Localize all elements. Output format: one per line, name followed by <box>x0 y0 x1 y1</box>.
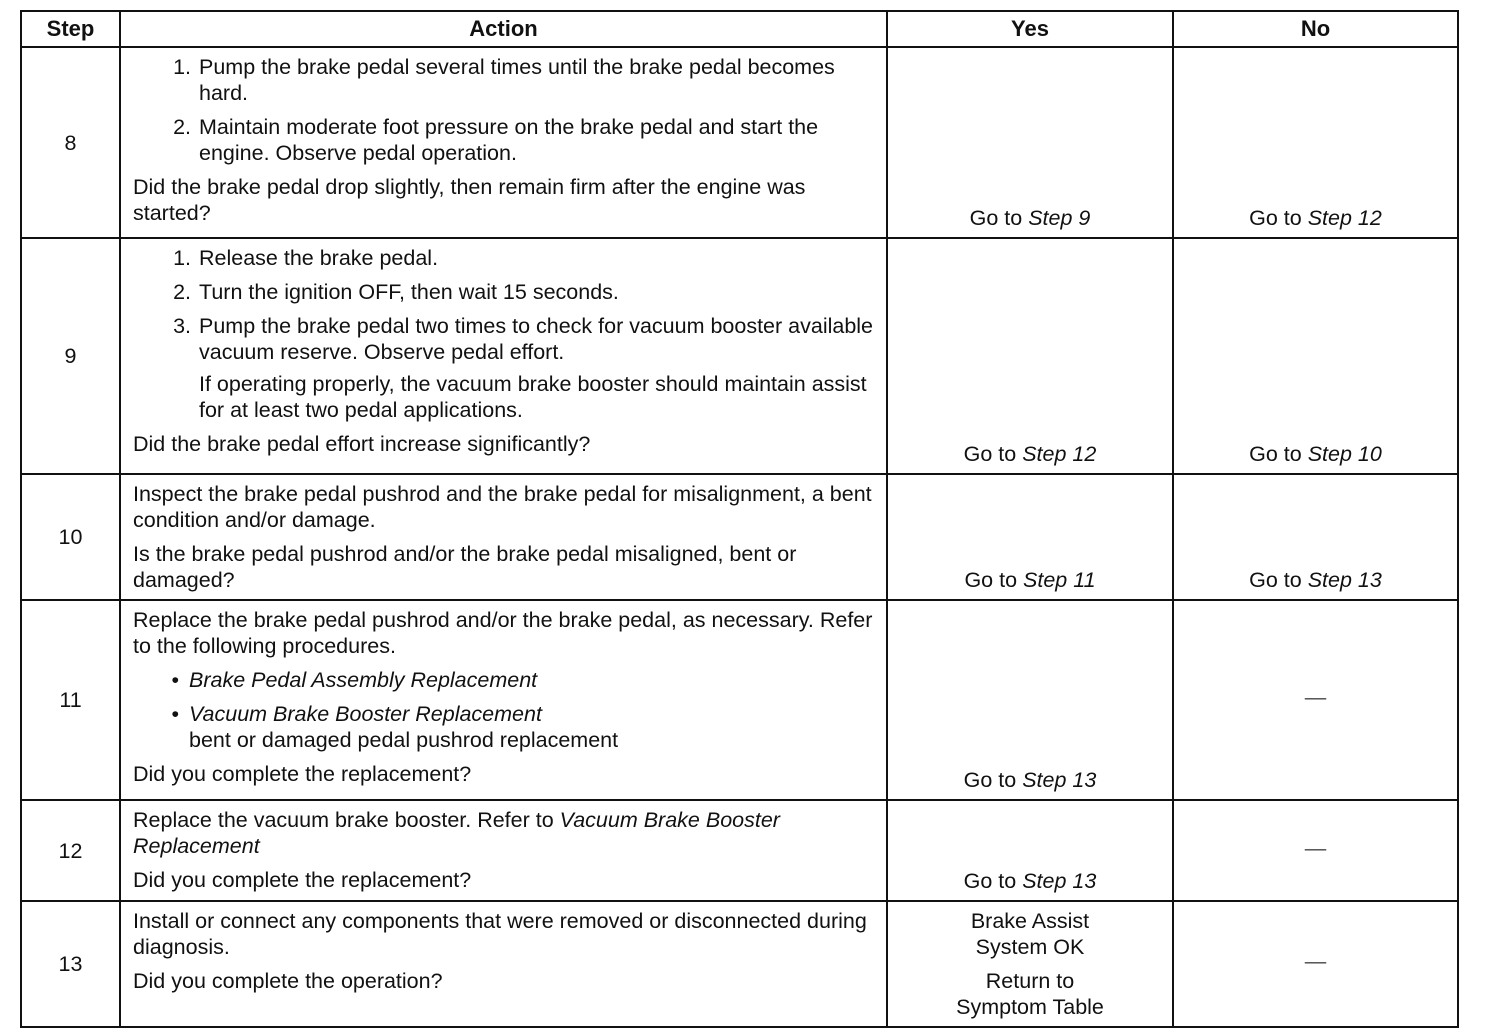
yes-prefix: Go to <box>963 442 1017 466</box>
action-text <box>133 807 876 859</box>
action-prefix: Replace the vacuum brake booster. Refer to <box>133 808 554 832</box>
list-text: Release the brake pedal. <box>199 246 439 270</box>
question-text: Is the brake pedal pushrod and/or the brake pedal misaligned, bent or damaged? <box>133 542 797 592</box>
list-text: Maintain moderate foot pressure on the brake pedal and start the engine. Observe pedal operation. <box>199 115 819 165</box>
yes-cell <box>887 474 1173 600</box>
question-text: Did the brake pedal effort increase significantly? <box>133 432 591 456</box>
step-number: 13 <box>21 901 120 1027</box>
procedure-subtext: bent or damaged pedal pushrod replacement <box>189 728 619 752</box>
list-item <box>133 701 876 727</box>
list-text: Pump the brake pedal several times until the brake pedal becomes hard. <box>199 55 835 105</box>
question-text: Did you complete the operation? <box>133 969 443 993</box>
action-text: Inspect the brake pedal pushrod and the brake pedal for misalignment, a bent condition and/or damage. <box>133 482 872 532</box>
no-step-link[interactable]: Step 10 <box>1307 442 1382 466</box>
list-text: Turn the ignition OFF, then wait 15 seconds. <box>199 280 619 304</box>
list-item <box>133 667 876 693</box>
no-dash: — <box>1304 949 1327 973</box>
action-cell <box>120 238 887 474</box>
bullet-icon: • <box>171 668 179 692</box>
step-number: 10 <box>21 474 120 600</box>
action-cell <box>120 901 887 1027</box>
list-number: 1. <box>173 246 191 270</box>
no-cell <box>1173 800 1458 901</box>
no-prefix: Go to <box>1249 206 1302 230</box>
no-prefix: Go to <box>1249 568 1302 592</box>
yes-step-link[interactable]: Step 13 <box>1022 768 1097 792</box>
no-step-link[interactable]: Step 13 <box>1307 568 1382 592</box>
header-step: Step <box>21 11 120 47</box>
header-yes: Yes <box>887 11 1173 47</box>
list-item <box>133 245 876 271</box>
yes-cell <box>887 238 1173 474</box>
procedure-link[interactable]: Vacuum Brake Booster Replacement <box>189 702 542 726</box>
no-dash: — <box>1304 835 1327 860</box>
list-number: 1. <box>173 55 191 79</box>
table-row-step-8 <box>21 47 1458 238</box>
note-text: If operating properly, the vacuum brake booster should maintain assist for at least two pedal applications. <box>199 372 867 422</box>
yes-result-2[interactable]: Return to Symptom Table <box>956 969 1104 1019</box>
yes-prefix: Go to <box>963 869 1017 893</box>
step-number: 11 <box>21 600 120 800</box>
no-dash: — <box>1304 685 1327 709</box>
yes-prefix: Go to <box>963 768 1017 792</box>
yes-result-1: Brake Assist System OK <box>970 909 1090 959</box>
table-row-step-11 <box>21 600 1458 800</box>
yes-step-link[interactable]: Step 11 <box>1023 568 1096 592</box>
list-text: Pump the brake pedal two times to check for vacuum booster available vacuum reserve. Observe pedal effort. <box>199 314 874 364</box>
procedure-link[interactable]: Vacuum Brake Booster Replacement <box>133 808 780 858</box>
no-cell <box>1173 238 1458 474</box>
no-cell <box>1173 901 1458 1027</box>
action-cell <box>120 800 887 901</box>
list-item <box>133 313 876 365</box>
step-number: 12 <box>21 800 120 901</box>
table-row-step-9 <box>21 238 1458 474</box>
question-text: Did you complete the replacement? <box>133 868 472 892</box>
table-row-step-10 <box>21 474 1458 600</box>
list-number: 3. <box>173 314 191 338</box>
list-item <box>133 114 876 166</box>
list-number: 2. <box>173 115 191 139</box>
step-number: 8 <box>21 47 120 238</box>
procedure-link[interactable]: Brake Pedal Assembly Replacement <box>189 668 538 692</box>
yes-step-link[interactable]: Step 12 <box>1022 442 1097 466</box>
list-item <box>133 54 876 106</box>
yes-cell <box>887 800 1173 901</box>
yes-cell <box>887 600 1173 800</box>
list-number: 2. <box>173 280 191 304</box>
action-cell <box>120 474 887 600</box>
yes-prefix: Go to <box>969 206 1023 230</box>
header-no: No <box>1173 11 1458 47</box>
step-number: 9 <box>21 238 120 474</box>
table-row-step-12 <box>21 800 1458 901</box>
action-cell <box>120 47 887 238</box>
list-item <box>133 279 876 305</box>
yes-step-link[interactable]: Step 13 <box>1022 869 1097 893</box>
yes-cell <box>887 901 1173 1027</box>
yes-prefix: Go to <box>964 568 1018 592</box>
action-text: Install or connect any components that were removed or disconnected during diagnosis. <box>133 909 867 959</box>
action-text: Replace the brake pedal pushrod and/or the brake pedal, as necessary. Refer to the following procedures. <box>133 608 873 658</box>
no-prefix: Go to <box>1249 442 1302 466</box>
yes-step-link[interactable]: Step 9 <box>1028 206 1091 230</box>
no-cell <box>1173 47 1458 238</box>
table-row-step-13 <box>21 901 1458 1027</box>
question-text: Did the brake pedal drop slightly, then remain firm after the engine was started? <box>133 175 806 225</box>
header-row <box>21 11 1458 47</box>
bullet-icon: • <box>171 702 179 726</box>
action-cell <box>120 600 887 800</box>
no-cell <box>1173 474 1458 600</box>
question-text: Did you complete the replacement? <box>133 762 472 786</box>
no-step-link[interactable]: Step 12 <box>1307 206 1382 230</box>
no-cell <box>1173 600 1458 800</box>
diagnostic-table <box>20 10 1459 1028</box>
header-action: Action <box>120 11 887 47</box>
yes-cell <box>887 47 1173 238</box>
